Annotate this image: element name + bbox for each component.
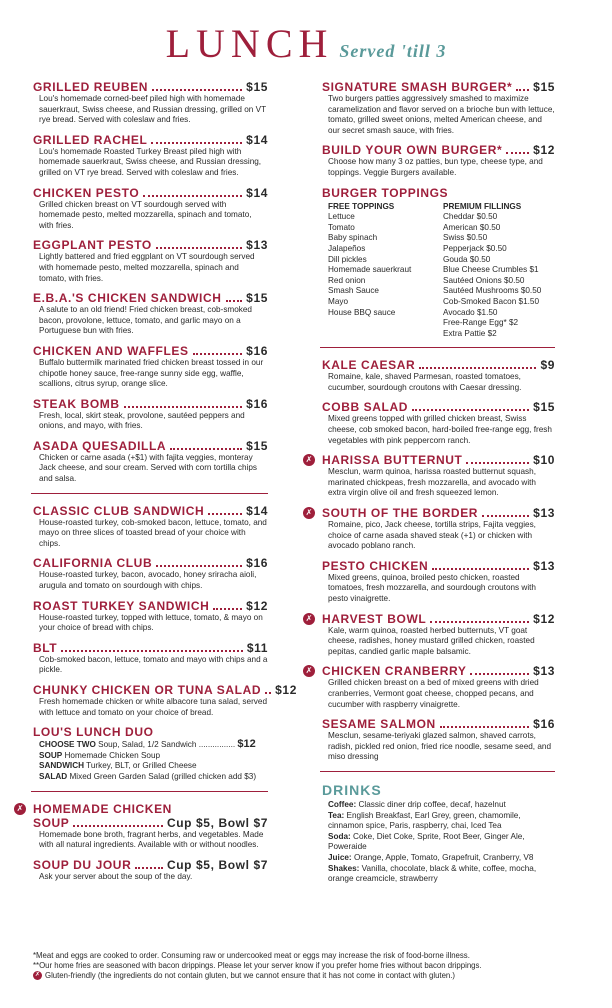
premium-filling-item: Blue Cheese Crumbles $1: [443, 265, 539, 275]
menu-item: [322, 400, 555, 446]
gluten-friendly-icon: ✗: [34, 972, 41, 979]
drink-line: Shakes: Vanilla, chocolate, black & white, coffee, mocha, orange creamcicle, strawberry: [328, 863, 537, 884]
topping-item: Jalapeños: [328, 243, 366, 253]
menu-item-description: Buffalo buttermilk marinated fried chicken breast tossed in our chipotle honey sauce, free-range sunny side egg, waffle, scallions, citrus syrup, orange slice.: [39, 357, 264, 389]
menu-item-price: $15: [533, 80, 555, 94]
duo-line: SANDWICH Turkey, BLT, or Grilled Cheese: [39, 761, 197, 771]
menu-item-name: CHUNKY CHICKEN OR TUNA SALAD: [33, 683, 262, 697]
menu-item-price: $15: [246, 438, 268, 453]
burger-group: [322, 80, 555, 179]
menu-item: [33, 80, 268, 126]
menu-item-description: Fresh, local, skirt steak, provolone, sautéed peppers and onions, and mayo, with fries.: [39, 410, 245, 431]
premium-filling-item: Cob-Smoked Bacon $1.50: [443, 296, 540, 306]
menu-item-name: GRILLED REUBEN: [33, 80, 149, 94]
menu-item: [33, 556, 268, 591]
footer-notes: [33, 951, 593, 981]
menu-item-name: PESTO CHICKEN: [322, 558, 429, 573]
section-divider: [320, 347, 555, 348]
menu-item-description: House-roasted turkey, bacon, avocado, honey sriracha aioli, arugula and tomato on sourdough with chips.: [39, 570, 257, 591]
menu-item: [33, 641, 268, 676]
menu-item-description: Romaine, kale, shaved Parmesan, roasted tomatoes, cucumber, sourdough croutons with Caesar dressing.: [328, 372, 522, 392]
soup-item: [33, 858, 268, 883]
menu-item-description: Two burgers patties aggressively smashed to maximize caramelization and flavor served on a brioche bun with lettuce, tomato, grilled sweet onions, melted American cheese, and our secret smash sauce, with fries.: [328, 94, 555, 135]
footer-note: **Our home fries are seasoned with bacon drippings. Please let your server know if you prefer home fries without bacon drippings.: [33, 961, 482, 970]
premium-filling-item: Sautéed Onions $0.50: [443, 275, 525, 285]
menu-item: [33, 683, 297, 718]
gluten-friendly-icon: ✗: [303, 507, 315, 519]
premium-filling-item: Extra Pattie $2: [443, 328, 497, 338]
menu-item-name: SESAME SALMON: [322, 717, 436, 732]
menu-item: [322, 559, 555, 605]
menu-item-price: Cup $5, Bowl $7: [166, 815, 268, 830]
menu-item-description: House-roasted turkey, topped with lettuce, tomato, & mayo on your choice of bread with chips.: [39, 612, 263, 633]
menu-title: LUNCH: [165, 21, 334, 66]
menu-item: [33, 344, 268, 390]
menu-item: [322, 717, 555, 763]
menu-item-price: $15: [246, 80, 268, 94]
menu-item-price: $12: [237, 738, 256, 751]
menu-subtitle: Served 'till 3: [339, 41, 447, 61]
premium-filling-item: Swiss $0.50: [443, 233, 488, 243]
free-toppings-list: FREE TOPPINGS Lettuce Tomato Baby spinach Jalapeños Dill pickles Homemade sauerkraut Red onion Smash Sauce Mayo House BBQ sauce: [328, 202, 443, 340]
menu-item-name: CHICKEN PESTO: [33, 185, 140, 200]
menu-item-name: STEAK BOMB: [33, 396, 120, 411]
topping-item: House BBQ sauce: [328, 307, 396, 317]
soup-item: ✗ HOMEMADE CHICKEN SOUP Cup $5, Bowl $7 Homemade bone broth, fragrant herbs, and vegetables. Made with all natural ingredients. Available with or without noodles.: [33, 802, 268, 851]
premium-fillings-list: PREMIUM FILLINGS Cheddar $0.50 American $0.50 Swiss $0.50 Pepperjack $0.50 Gouda $0.50 Blue Cheese Crumbles $1 Sautéed Onions $0.50 Sautéed Mushrooms $0.50 Cob-Smoked Bacon $1.50 Avocado $1.50 Free-Range Egg* $2 Extra Pattie $2: [443, 201, 542, 338]
menu-item-description: House-roasted turkey, cob-smoked bacon, lettuce, tomato, and mayo on three slices of toasted bread of your choice with chips.: [39, 517, 267, 548]
drink-line: Tea: English Breakfast, Earl Grey, green, chamomile, cinnamon spice, Paris, raspberry, chai, Iced Tea: [328, 810, 521, 831]
menu-item: [305, 453, 555, 499]
menu-item-price: $14: [246, 185, 268, 200]
menu-item-name: SOUTH OF THE BORDER: [322, 506, 479, 521]
menu-item-description: Lou's homemade corned-beef piled high with homemade sauerkraut, Swiss cheese, and Russian dressing, grilled on VT rye bread. Served with coleslaw and fries.: [39, 94, 266, 125]
menu-item-name: SOUP DU JOUR: [33, 857, 132, 872]
menu-item-name: ASADA QUESADILLA: [33, 438, 167, 453]
menu-item-name: HARISSA BUTTERNUT: [322, 453, 463, 468]
left-column: [16, 80, 297, 889]
menu-item-description: Grilled chicken breast on a bed of mixed greens with dried cranberries, Vermont goat cheese, chopped pecans, and cucumber with raspberry vinaigrette.: [328, 678, 539, 709]
menu-item-price: $10: [533, 453, 555, 468]
menu-item-name: BUILD YOUR OWN BURGER*: [322, 143, 503, 158]
menu-item: [33, 599, 268, 634]
topping-item: Tomato: [328, 222, 355, 232]
topping-item: Red onion: [328, 275, 366, 285]
premium-filling-item: Pepperjack $0.50: [443, 243, 507, 253]
menu-item-name: EGGPLANT PESTO: [33, 238, 152, 253]
premium-filling-item: Avocado $1.50: [443, 307, 498, 317]
menu-item: [33, 186, 268, 232]
right-column: [305, 80, 555, 885]
menu-item-name: HOMEMADE CHICKEN: [33, 801, 172, 816]
drink-line: Soda: Coke, Diet Coke, Sprite, Root Beer, Ginger Ale, Poweraide: [328, 831, 525, 852]
sandwich-group-1: [33, 80, 268, 485]
menu-item-description: Lou's homemade Roasted Turkey Breast piled high with homemade sauerkraut, Swiss cheese, and Russian dressing, grilled on VT rye bread. Served with coleslaw and fries.: [39, 146, 262, 177]
section-divider: [31, 493, 268, 494]
salad-group: [305, 358, 555, 763]
menu-item-price: $16: [246, 556, 268, 571]
gluten-friendly-icon: ✗: [14, 803, 26, 815]
menu-item-price: $14: [246, 132, 268, 147]
menu-item-price: Cup $5, Bowl $7: [166, 857, 268, 872]
gluten-friendly-icon: ✗: [303, 665, 315, 677]
menu-header: [0, 20, 612, 67]
premium-filling-item: Free-Range Egg* $2: [443, 318, 519, 328]
menu-item-name: LOU'S LUNCH DUO: [33, 725, 154, 740]
menu-item: [33, 238, 268, 284]
menu-item-price: $14: [246, 503, 268, 518]
sandwich-group-2: [33, 503, 297, 719]
burger-toppings: [322, 186, 555, 340]
menu-item-price: $16: [533, 717, 555, 732]
gluten-friendly-icon: ✗: [303, 454, 315, 466]
menu-item-price: $13: [246, 238, 268, 253]
menu-item-description: Romaine, pico, Jack cheese, tortilla strips, Fajita veggies, choice of carne asada shaved steak (+1) or chicken with avocado poblano ranch.: [328, 520, 536, 551]
menu-item-description: Ask your server about the soup of the day.: [39, 871, 193, 881]
menu-item-description: Lightly battered and fried eggplant on VT sourdough served with homemade pesto, melted mozzarella, spinach and tomato, with fries.: [39, 252, 255, 283]
menu-item-description: Chicken or carne asada (+$1) with fajita veggies, monteray Jack cheese, and sour cream. Served with corn tortilla chips and salsa.: [39, 452, 257, 484]
menu-item-description: Cob-smoked bacon, lettuce, tomato and mayo with chips and a pickle.: [39, 654, 268, 675]
menu-item-price: $12: [246, 598, 268, 613]
menu-item-description: Mixed greens topped with grilled chicken breast, Swiss cheese, cob smoked bacon, hard-boiled free-range egg, fresh vegetables with pink peppercorn ranch.: [328, 414, 552, 445]
drinks-section: [322, 782, 555, 885]
menu-item: [33, 291, 268, 337]
menu-item: [33, 439, 268, 485]
menu-item-price: $15: [246, 291, 268, 306]
menu-item-name: BLT: [33, 640, 58, 655]
premium-filling-item: Cheddar $0.50: [443, 212, 498, 222]
lunch-duo: [33, 725, 268, 782]
menu-item-price: $13: [533, 506, 555, 521]
menu-item-description: Kale, warm quinoa, roasted herbed butternuts, VT goat cheese, radishes, honey mustard grilled chicken, roasted pepitas, candied garlic maple balsamic.: [328, 625, 535, 656]
footer-note: ✗ Gluten-friendly (the ingredients do not contain gluten, but we cannot ensure that it has not come in contact with gluten.): [34, 971, 456, 980]
menu-item-price: $15: [533, 400, 555, 415]
topping-item: Lettuce: [328, 212, 355, 222]
menu-item: [305, 506, 555, 552]
menu-item-description: Mesclun, warm quinoa, harissa roasted butternut squash, marinated chickpeas, fresh mozzarella, and avocado with extra virgin olive oil and fresh squeezed lemon.: [328, 467, 536, 498]
menu-item-description: Homemade bone broth, fragrant herbs, and vegetables. Made with all natural ingredients. Available with or without noodles.: [39, 829, 264, 850]
footer-note: *Meat and eggs are cooked to order. Consuming raw or undercooked meat or eggs may increase the risk of food-borne illness.: [33, 951, 470, 960]
menu-item-name: GRILLED RACHEL: [33, 132, 148, 147]
menu-item-name: ROAST TURKEY SANDWICH: [33, 598, 210, 613]
menu-item: [33, 504, 268, 550]
duo-line: SOUP Homemade Chicken Soup: [39, 750, 161, 760]
menu-item-name: SIGNATURE SMASH BURGER*: [322, 80, 513, 94]
menu-item: [33, 397, 268, 432]
topping-item: Baby spinach: [328, 233, 378, 243]
menu-item-name: CALIFORNIA CLUB: [33, 556, 153, 571]
drinks-title: DRINKS: [322, 781, 382, 798]
section-title: BURGER TOPPINGS: [322, 185, 449, 200]
menu-item-description: Mixed greens, quinoa, broiled pesto chicken, roasted tomatoes, fresh mozzarella, and sourdough croutons with pesto vinaigrette.: [328, 572, 536, 603]
menu-item: [322, 80, 555, 136]
menu-item-name: E.B.A.'S CHICKEN SANDWICH: [33, 291, 222, 306]
drink-line: Coffee: Classic diner drip coffee, decaf, hazelnut: [328, 799, 506, 809]
menu-item-description: Mesclun, sesame-teriyaki glazed salmon, shaved carrots, radish, pickled red onion, fried rice noodle, sesame seed, and miso dressing: [328, 731, 552, 762]
menu-item-name: KALE CAESAR: [322, 358, 416, 373]
section-divider: [320, 771, 555, 772]
premium-filling-item: Gouda $0.50: [443, 254, 491, 264]
menu-item-name: CHICKEN AND WAFFLES: [33, 343, 189, 358]
menu-item-description: A salute to an old friend! Fried chicken breast, cob-smoked bacon, provolone, lettuce, tomato, and garlic mayo on a Portuguese bun with fries.: [39, 305, 252, 336]
menu-item: [305, 611, 555, 658]
menu-item-price: $13: [533, 664, 555, 679]
topping-item: Dill pickles: [328, 254, 367, 264]
menu-item: [33, 133, 268, 179]
menu-item-name: CHICKEN CRANBERRY: [322, 664, 467, 679]
menu-item-description: Fresh homemade chicken or white albacore tuna salad, served with lettuce and tomato on your choice of bread.: [39, 697, 268, 717]
topping-item: Mayo: [328, 296, 349, 306]
menu-item-price: $13: [533, 558, 555, 573]
menu-item-description: Choose how many 3 oz patties, bun type, cheese type, and toppings. Veggie Burgers available.: [328, 157, 543, 177]
gluten-friendly-icon: ✗: [303, 613, 315, 625]
menu-item-price: $12: [533, 143, 555, 158]
menu-item-price: $16: [246, 396, 268, 411]
menu-item-name: CLASSIC CLUB SANDWICH: [33, 503, 205, 518]
menu-item-price: $11: [246, 640, 268, 655]
menu-item-price: $12: [275, 683, 297, 697]
premium-filling-item: Sautéed Mushrooms $0.50: [443, 286, 542, 296]
menu-item-name: COBB SALAD: [322, 400, 408, 415]
menu-item: [305, 664, 555, 710]
premium-filling-item: American $0.50: [443, 222, 501, 232]
menu-item-name: HARVEST BOWL: [322, 611, 427, 626]
duo-line: SALAD Mixed Green Garden Salad (grilled chicken add $3): [39, 771, 257, 781]
duo-line: CHOOSE TWO Soup, Salad, 1/2 Sandwich ................ $12: [39, 738, 256, 751]
menu-item-description: Grilled chicken breast on VT sourdough served with homemade pesto, melted mozzarella, spinach and tomato, with fries.: [39, 199, 252, 230]
section-divider: [31, 791, 268, 792]
menu-item-price: $16: [246, 343, 268, 358]
menu-item-price: $9: [540, 358, 555, 373]
topping-item: Smash Sauce: [328, 286, 379, 296]
menu-item-price: $12: [533, 611, 555, 626]
drink-line: Juice: Orange, Apple, Tomato, Grapefruit, Cranberry, V8: [328, 852, 534, 862]
menu-item: [322, 358, 555, 393]
menu-item: [322, 143, 555, 178]
topping-item: Homemade sauerkraut: [328, 265, 412, 275]
